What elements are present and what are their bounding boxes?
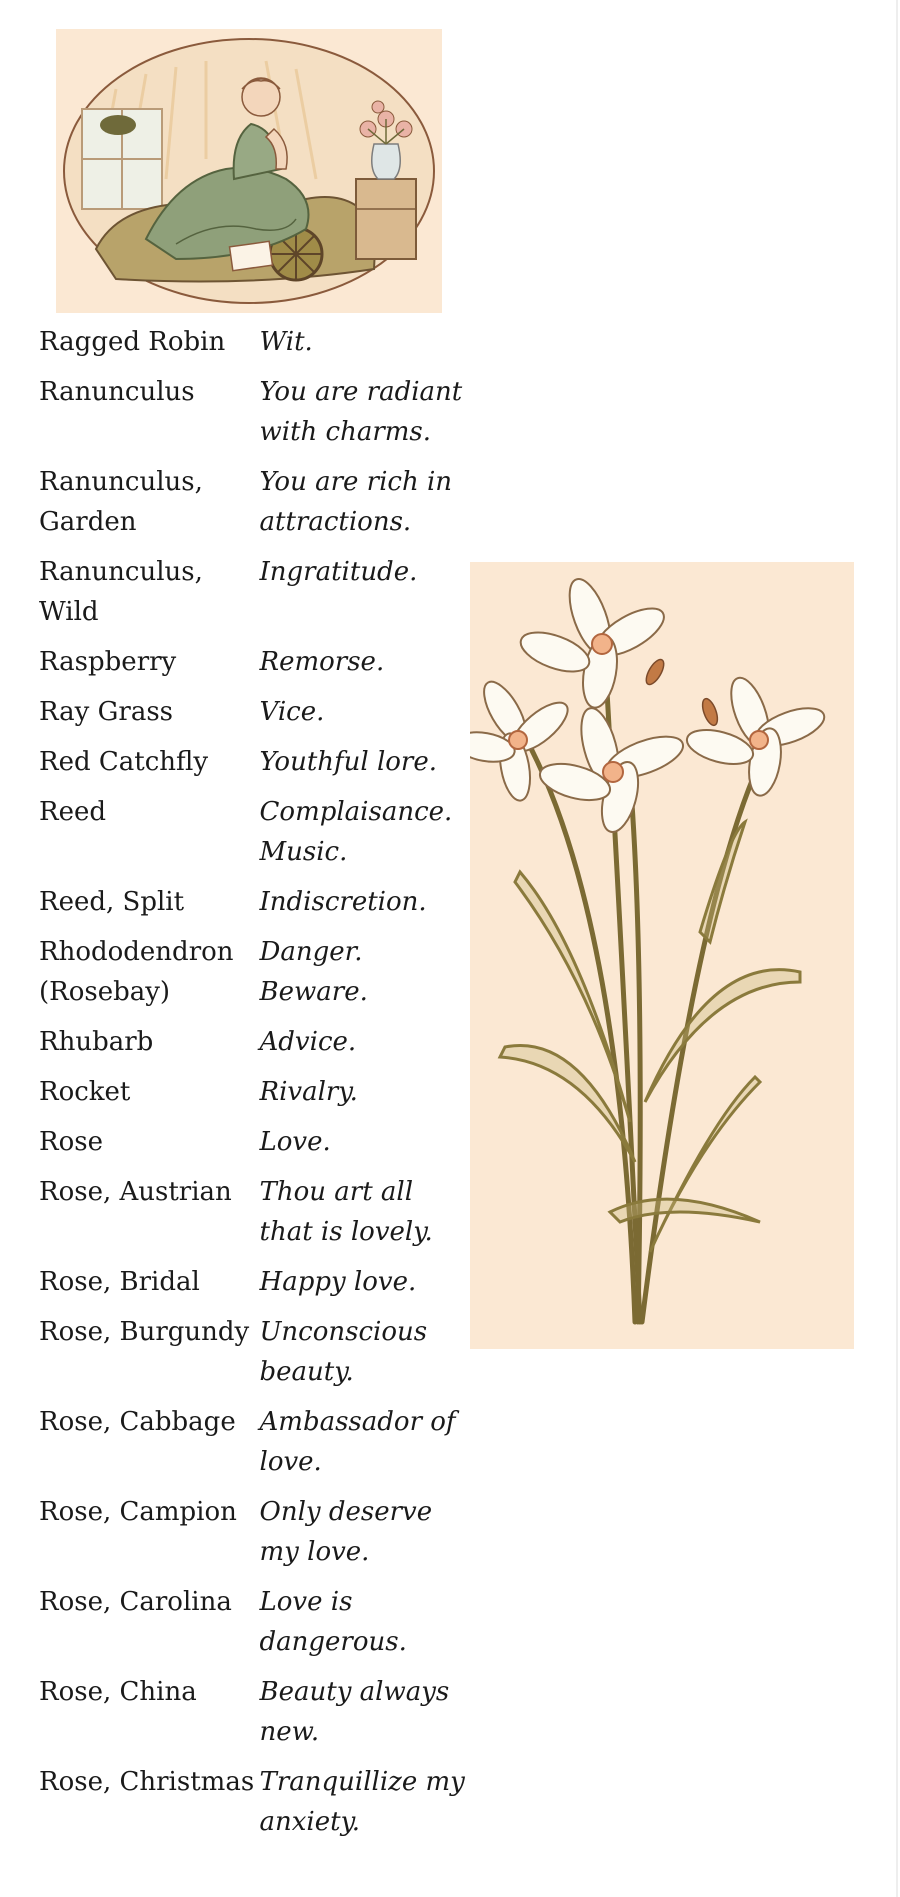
flower-name: Ranunculus <box>39 377 195 407</box>
flower-name: Red Catchfly <box>39 747 209 777</box>
table-row <box>34 1072 470 1122</box>
flower-name: Rocket <box>39 1077 131 1107</box>
flower-name: Rose, Christmas <box>39 1767 255 1797</box>
flower-meanings-table <box>34 322 470 1852</box>
table-row <box>34 1312 470 1402</box>
flower-meaning: Danger. Beware. <box>259 937 368 1007</box>
flower-meaning: Love is dangerous. <box>259 1587 407 1657</box>
flower-meaning: Ingratitude. <box>259 557 418 587</box>
flower-meaning: Remorse. <box>259 647 385 677</box>
page-edge-divider <box>896 0 898 1897</box>
flower-meaning: Indiscretion. <box>259 887 427 917</box>
flower-name: Rhododendron (Rosebay) <box>39 937 234 1007</box>
table-row <box>34 1582 470 1672</box>
flower-name: Rhubarb <box>39 1027 154 1057</box>
table-row <box>34 692 470 742</box>
table-row <box>34 1672 470 1762</box>
flower-meaning: Youthful lore. <box>259 747 438 777</box>
table-row <box>34 1262 470 1312</box>
table-row <box>34 1022 470 1072</box>
flower-meaning: Thou art all that is lovely. <box>259 1177 433 1247</box>
flower-meaning: Ambassador of love. <box>259 1407 456 1477</box>
table-row <box>34 1172 470 1262</box>
flower-name: Rose, Burgundy <box>39 1317 250 1347</box>
flower-meaning: Unconscious beauty. <box>259 1317 428 1387</box>
table-row <box>34 322 470 372</box>
flower-name: Reed <box>39 797 106 827</box>
table-row <box>34 642 470 692</box>
flower-meaning: Vice. <box>259 697 325 727</box>
woman-reclining-on-sofa-illustration <box>56 29 442 313</box>
flower-name: Ranunculus, Garden <box>39 467 203 537</box>
flower-name: Ragged Robin <box>39 327 226 357</box>
flower-meaning: You are rich in attractions. <box>259 467 453 537</box>
flower-meaning: Wit. <box>259 327 313 357</box>
flower-name: Ranunculus, Wild <box>39 557 203 627</box>
flower-meaning: Beauty always new. <box>259 1677 450 1747</box>
flower-name: Raspberry <box>39 647 177 677</box>
flower-name: Rose, Bridal <box>39 1267 200 1297</box>
table-row <box>34 1762 470 1852</box>
table-row <box>34 1492 470 1582</box>
flower-meaning: Happy love. <box>259 1267 417 1297</box>
flower-meaning: You are radiant with charms. <box>259 377 463 447</box>
table-row <box>34 1122 470 1172</box>
flower-meaning: Advice. <box>259 1027 357 1057</box>
flower-name: Rose, Austrian <box>39 1177 232 1207</box>
table-row <box>34 1402 470 1492</box>
table-row <box>34 372 470 462</box>
flower-name: Rose, Campion <box>39 1497 237 1527</box>
flower-meaning: Love. <box>259 1127 331 1157</box>
table-row <box>34 792 470 882</box>
flower-meaning: Tranquillize my anxiety. <box>259 1767 465 1837</box>
flower-name: Rose, Carolina <box>39 1587 232 1617</box>
flower-meaning: Only deserve my love. <box>259 1497 433 1567</box>
flower-name: Rose <box>39 1127 103 1157</box>
table-row <box>34 932 470 1022</box>
table-row <box>34 462 470 552</box>
flower-name: Rose, China <box>39 1677 197 1707</box>
flower-name: Reed, Split <box>39 887 185 917</box>
table-row <box>34 552 470 642</box>
flower-name: Rose, Cabbage <box>39 1407 236 1437</box>
flower-meaning: Rivalry. <box>259 1077 358 1107</box>
table-row <box>34 742 470 792</box>
narcissus-flowers-illustration <box>470 562 854 1349</box>
flower-meaning: Complaisance. Music. <box>259 797 453 867</box>
table-row <box>34 882 470 932</box>
flower-name: Ray Grass <box>39 697 174 727</box>
